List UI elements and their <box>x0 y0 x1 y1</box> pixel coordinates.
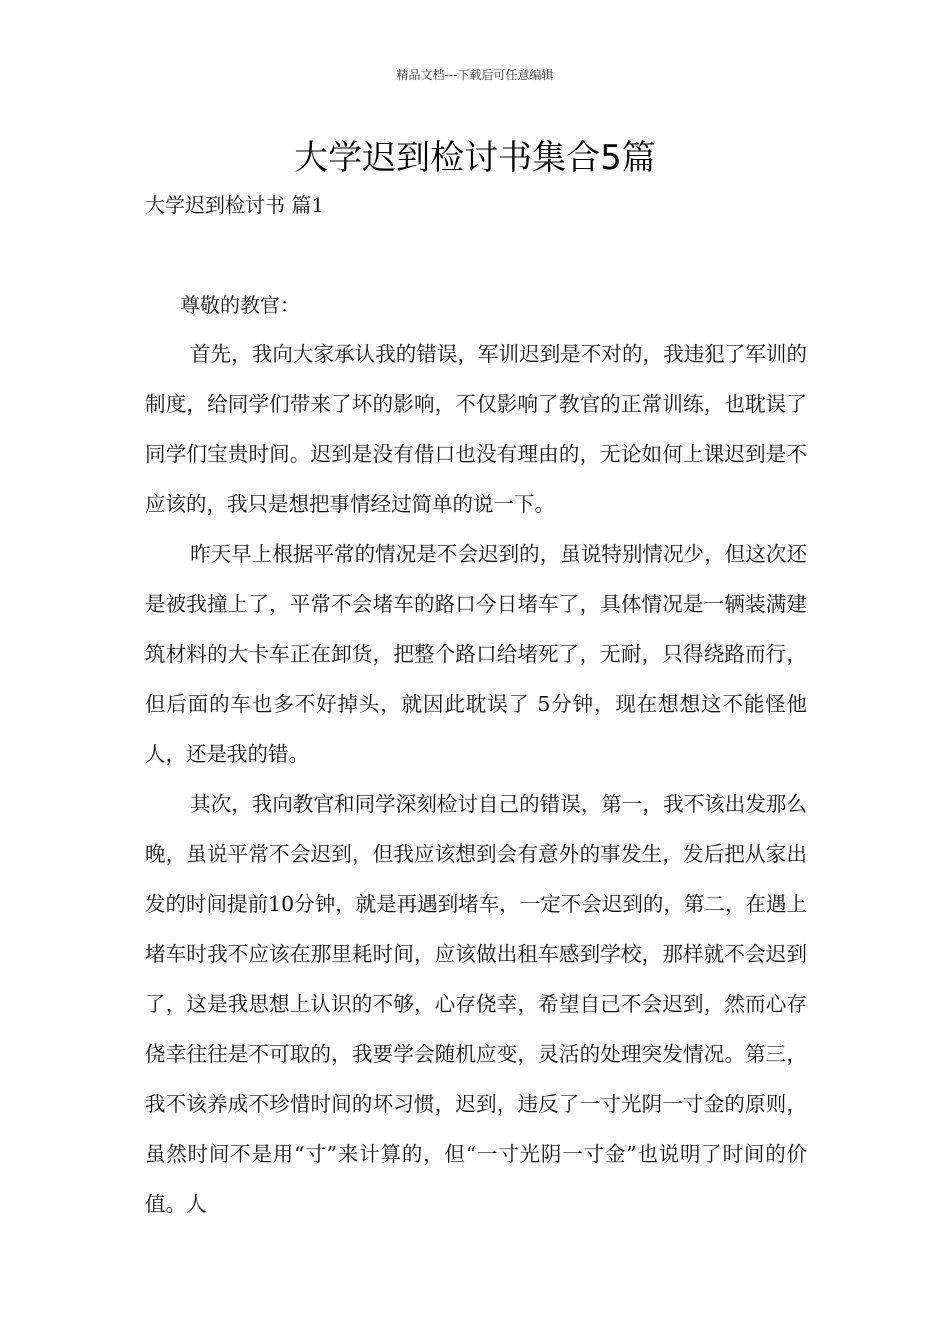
paragraph: 其次，我向教官和同学深刻检讨自己的错误，第一，我不该出发那么晚，虽说平常不会迟到，但我应该想到会有意外的事发生，发后把从家出发的时间提前10分钟，就是再遇到堵车，一定不会迟到的，第二，在遇上堵车时我不应该在那里耗时间，应该做出租车感到学校，那样就不会迟到了，这是我思想上认识的不够，心存侥幸，希望自己不会迟到，然而心存侥幸往往是不可取的，我要学会随机应变，灵活的处理突发情况。第三，我不该养成不珍惜时间的坏习惯，迟到，违反了一寸光阴一寸金的原则，虽然时间不是用“寸”来计算的，但“一寸光阴一寸金”也说明了时间的价值。人 <box>145 792 807 1216</box>
paragraph: 首先，我向大家承认我的错误，军训迟到是不对的，我违犯了军训的制度，给同学们带来了坏的影响，不仅影响了教官的正常训练，也耽误了同学们宝贵时间。迟到是没有借口也没有理由的，无论如何上课迟到是不应该的，我只是想把事情经过简单的说一下。 <box>145 342 807 516</box>
document-title: 大学迟到检讨书集合5篇 <box>294 138 656 178</box>
body-text <box>145 329 807 1229</box>
header-note: 精品文档---下载后可任意编辑 <box>396 68 554 82</box>
salutation: 尊敬的教官： <box>180 293 300 317</box>
paragraph: 昨天早上根据平常的情况是不会迟到的，虽说特别情况少，但这次还是被我撞上了，平常不会堵车的路口今日堵车了，具体情况是一辆装满建筑材料的大卡车正在卸货，把整个路口给堵死了，无耐，只得绕路而行，但后面的车也多不好掉头，就因此耽误了 5分钟，现在想想这不能怪他人，还是我的错。 <box>145 542 807 766</box>
section-heading: 大学迟到检讨书 篇1 <box>145 193 325 217</box>
